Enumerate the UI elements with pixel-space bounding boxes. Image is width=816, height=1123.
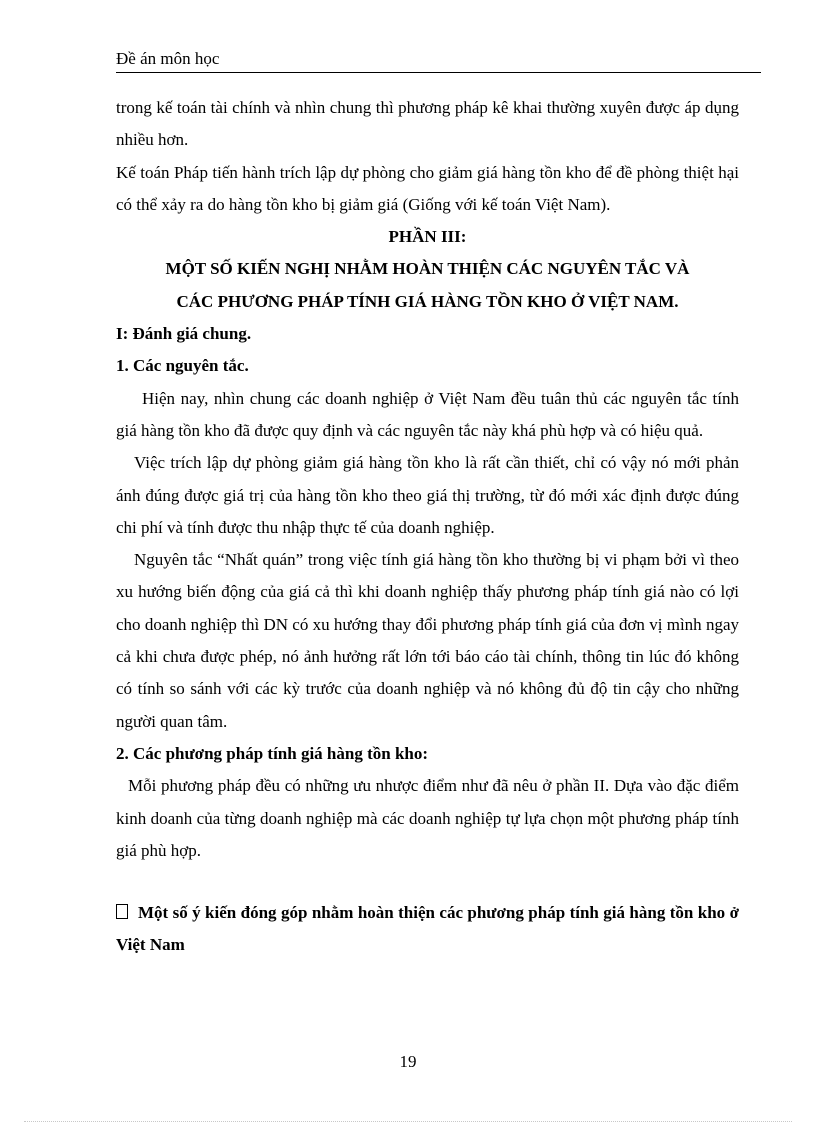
page-header: [116, 48, 761, 73]
paragraph-principles-1: Hiện nay, nhìn chung các doanh nghiệp ở Việt Nam đều tuân thủ các nguyên tắc tính giá hàng tồn kho đã được quy định và các nguyên tắc này khá phù hợp và có hiệu quả.: [116, 388, 739, 440]
paragraph-methods-1: Mỗi phương pháp đều có những ưu nhược điểm như đã nêu ở phần II. Dựa vào đặc điểm kinh doanh của từng doanh nghiệp mà các doanh nghiệp tự lựa chọn một phương pháp tính giá phù hợp.: [116, 776, 739, 860]
bullet-box-icon: [116, 904, 128, 919]
part-title-line-2: CÁC PHƯƠNG PHÁP TÍNH GIÁ HÀNG TỒN KHO Ở VIỆT NAM.: [176, 291, 679, 311]
document-body: [116, 92, 739, 962]
part-title-line-1: MỘT SỐ KIẾN NGHỊ NHẰM HOÀN THIỆN CÁC NGUYÊN TẮC VÀ: [165, 259, 690, 279]
bullet-item: [116, 897, 739, 962]
paragraph-principles-2: Việc trích lập dự phòng giảm giá hàng tồn kho là rất cần thiết, chỉ có vậy nó mới phản ánh đúng được giá trị của hàng tồn kho theo giá thị trường, từ đó mới xác định được đúng chi phí và tính được thu nhập thực tế của doanh nghiệp.: [116, 453, 739, 537]
page-number: 19: [399, 1052, 417, 1071]
paragraph-provision: Kế toán Pháp tiến hành trích lập dự phòng cho giảm giá hàng tồn kho để đề phòng thiệt hại có thể xảy ra do hàng tồn kho bị giảm giá (Giống với kế toán Việt Nam).: [116, 162, 739, 214]
paragraph-continuation: trong kế toán tài chính và nhìn chung thì phương pháp kê khai thường xuyên được áp dụng nhiều hơn.: [116, 98, 739, 150]
bullet-text: Một số ý kiến đóng góp nhằm hoàn thiện các phương pháp tính giá hàng tồn kho ở Việt Nam: [116, 903, 739, 955]
header-title: Đề án môn học: [116, 49, 220, 68]
part-label: PHẦN III:: [388, 227, 467, 247]
section-heading: I: Đánh giá chung.: [116, 324, 252, 344]
paragraph-principles-3: Nguyên tắc “Nhất quán” trong việc tính giá hàng tồn kho thường bị vi phạm bởi vì theo xu hướng biến động của giá cả thì khi doanh nghiệp thấy phương pháp tính giá nào có lợi cho doanh nghiệp thì DN có xu hướng thay đổi phương pháp tính giá của đơn vị mình ngay cả khi chưa được phép, nó ảnh hưởng rất lớn tới báo cáo tài chính, thông tin lúc đó không có tính so sánh với các kỳ trước của doanh nghiệp và nó không đủ độ tin cậy cho những người quan tâm.: [116, 550, 739, 731]
subsection-heading-principles: 1. Các nguyên tắc.: [116, 356, 249, 376]
page-bottom-border: [24, 1121, 792, 1122]
spacer: [116, 867, 739, 897]
subsection-heading-methods: 2. Các phương pháp tính giá hàng tồn kho:: [116, 743, 429, 763]
